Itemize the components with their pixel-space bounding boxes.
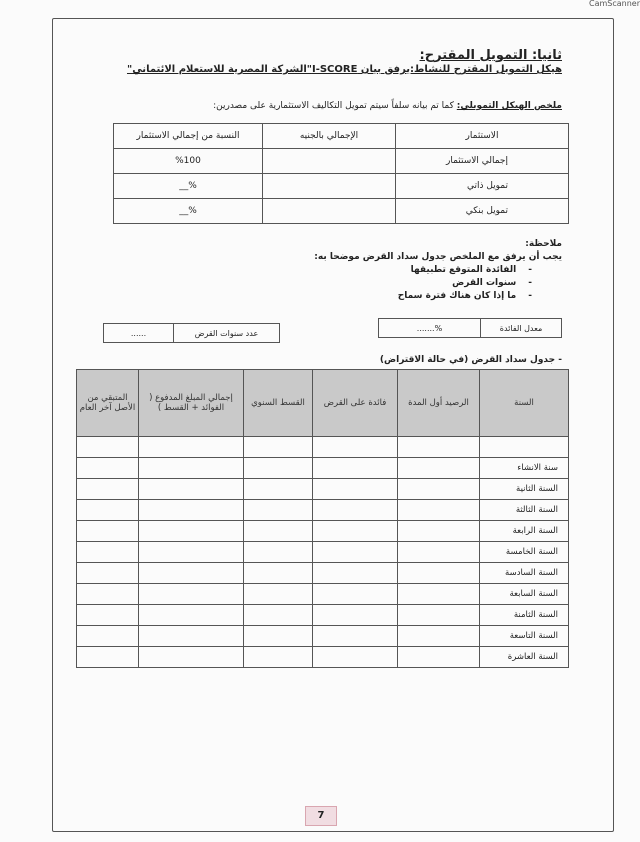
summary-label: ملخص الهيكل التمويلي: — [456, 101, 562, 111]
row-percent: %__ — [114, 174, 263, 199]
list-item: - الفائدة المتوقع تطبيقها — [314, 264, 532, 277]
schedule-cell — [244, 500, 313, 521]
table-row — [77, 500, 569, 521]
schedule-cell — [398, 521, 480, 542]
schedule-cell — [77, 563, 139, 584]
notes-intro: يجب أن يرفق مع الملخص جدول سداد القرض موضحا به: — [314, 252, 562, 262]
schedule-cell — [313, 563, 398, 584]
schedule-cell — [398, 605, 480, 626]
table-row — [114, 149, 569, 174]
table-row — [77, 458, 569, 479]
schedule-cell — [139, 626, 244, 647]
header-opening-balance: الرصيد أول المدة — [398, 370, 480, 437]
year-label: السنة الثامنة — [480, 605, 569, 626]
scanner-strip: CamScanner — [588, 0, 640, 8]
table-row — [114, 199, 569, 224]
schedule-cell — [139, 563, 244, 584]
investment-table — [113, 123, 569, 224]
table-row — [77, 605, 569, 626]
schedule-cell — [244, 521, 313, 542]
schedule-cell — [139, 584, 244, 605]
schedule-cell — [139, 521, 244, 542]
schedule-cell — [244, 626, 313, 647]
schedule-header-row — [77, 370, 569, 437]
schedule-cell — [398, 458, 480, 479]
schedule-cell — [244, 458, 313, 479]
table-row — [77, 647, 569, 668]
header-installment: القسط السنوي — [244, 370, 313, 437]
header-remaining: المتبقي من الأصل آخر العام — [77, 370, 139, 437]
schedule-cell — [139, 458, 244, 479]
header-total-paid: إجمالي المبلغ المدفوع ( الفوائد + القسط ) — [139, 370, 244, 437]
schedule-cell — [77, 584, 139, 605]
summary-line — [213, 101, 562, 111]
table-row — [114, 174, 569, 199]
schedule-cell — [244, 563, 313, 584]
schedule-cell — [398, 626, 480, 647]
list-item: - ما إذا كان هناك فترة سماح — [314, 290, 532, 303]
list-item: - سنوات القرض — [314, 277, 532, 290]
schedule-cell — [313, 626, 398, 647]
schedule-cell — [398, 500, 480, 521]
schedule-cell — [313, 479, 398, 500]
notes-list — [314, 264, 562, 303]
row-label: تمويل بنكي — [396, 199, 569, 224]
schedule-cell — [139, 605, 244, 626]
header-total: الإجمالي بالجنيه — [263, 124, 396, 149]
header-percent: النسبة من إجمالي الاستثمار — [114, 124, 263, 149]
schedule-cell — [139, 479, 244, 500]
row-total — [263, 199, 396, 224]
schedule-cell — [77, 626, 139, 647]
schedule-cell — [313, 584, 398, 605]
loan-schedule-table — [76, 369, 569, 668]
section-title: ثانيا: التمويل المقترح: — [419, 48, 562, 63]
schedule-cell — [313, 647, 398, 668]
schedule-cell — [244, 647, 313, 668]
schedule-cell — [244, 479, 313, 500]
schedule-cell — [77, 458, 139, 479]
schedule-cell — [139, 647, 244, 668]
schedule-cell — [313, 500, 398, 521]
summary-text: كما تم بيانه سلفاً سيتم تمويل التكاليف الاستثمارية على مصدرين: — [213, 101, 454, 111]
year-label: السنة الخامسة — [480, 542, 569, 563]
year-label: السنة الثانية — [480, 479, 569, 500]
schedule-cell — [313, 521, 398, 542]
page-number: 7 — [305, 806, 337, 826]
years-value: ...... — [130, 328, 147, 338]
notes-block — [314, 238, 562, 303]
schedule-cell — [244, 542, 313, 563]
schedule-cell — [77, 479, 139, 500]
schedule-cell — [139, 542, 244, 563]
header-year: السنة — [480, 370, 569, 437]
schedule-cell — [244, 584, 313, 605]
schedule-cell — [398, 479, 480, 500]
table-row — [77, 626, 569, 647]
row-total — [263, 174, 396, 199]
interest-rate-field — [378, 318, 562, 338]
table-row — [77, 521, 569, 542]
table-row — [77, 479, 569, 500]
schedule-title: - جدول سداد القرض (في حالة الاقتراض) — [379, 355, 562, 365]
interest-label: معدل الفائدة — [480, 319, 561, 337]
row-label: إجمالي الاستثمار — [396, 149, 569, 174]
schedule-cell — [77, 500, 139, 521]
schedule-cell — [398, 563, 480, 584]
schedule-cell — [313, 542, 398, 563]
year-label: السنة الرابعة — [480, 521, 569, 542]
row-total — [263, 149, 396, 174]
year-label: السنة العاشرة — [480, 647, 569, 668]
year-label: السنة التاسعة — [480, 626, 569, 647]
schedule-cell — [77, 542, 139, 563]
loan-years-field — [103, 323, 280, 343]
row-label: تمويل ذاتي — [396, 174, 569, 199]
schedule-cell — [313, 458, 398, 479]
section-subtitle: هيكل التمويل المقترح للنشاط:يرفق بيان I-SCORE"الشركة المصرية للاستعلام الائتماني" — [126, 64, 562, 75]
schedule-cell — [398, 647, 480, 668]
year-label: سنة الانشاء — [480, 458, 569, 479]
year-label: السنة السابعة — [480, 584, 569, 605]
year-label: السنة الثالثة — [480, 500, 569, 521]
table-row — [77, 563, 569, 584]
row-percent: %100 — [114, 149, 263, 174]
schedule-cell — [398, 584, 480, 605]
schedule-cell — [139, 500, 244, 521]
notes-title: ملاحظة: — [525, 239, 562, 249]
schedule-cell — [244, 605, 313, 626]
schedule-cell — [77, 521, 139, 542]
year-label: السنة السادسة — [480, 563, 569, 584]
schedule-cell — [398, 542, 480, 563]
header-investment: الاستثمار — [396, 124, 569, 149]
row-percent: %__ — [114, 199, 263, 224]
schedule-cell — [77, 605, 139, 626]
schedule-cell — [313, 605, 398, 626]
table-row — [77, 437, 569, 458]
table-row — [77, 542, 569, 563]
investment-header-row — [114, 124, 569, 149]
schedule-cell — [77, 647, 139, 668]
years-label: عدد سنوات القرض — [173, 324, 279, 342]
interest-value: %....... — [416, 323, 443, 333]
table-row — [77, 584, 569, 605]
header-interest: فائدة على القرض — [313, 370, 398, 437]
